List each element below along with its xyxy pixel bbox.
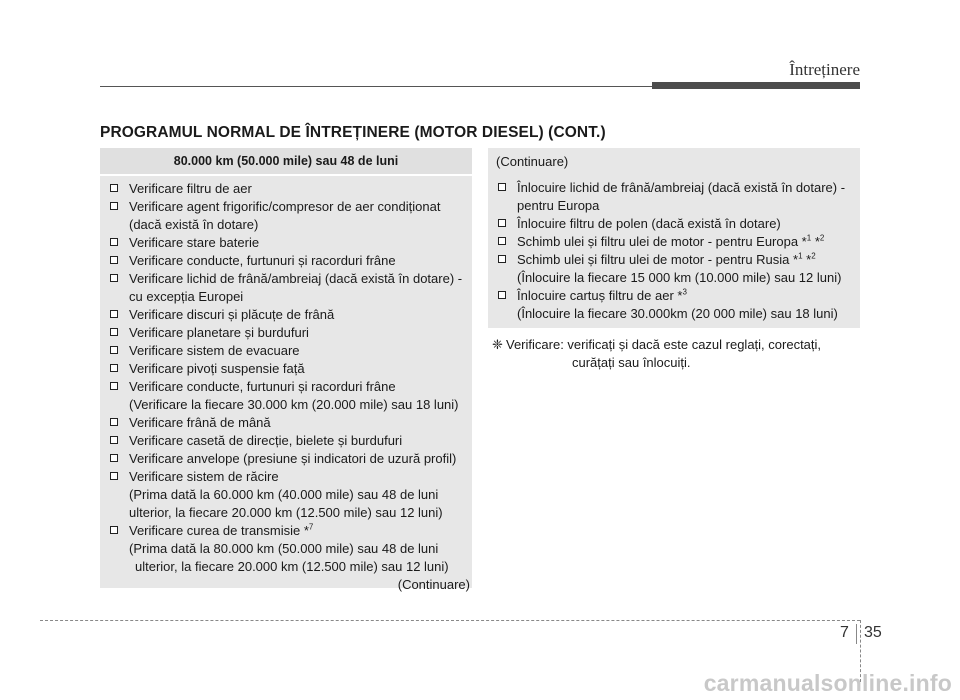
checkbox-icon xyxy=(498,237,506,245)
right-checklist xyxy=(488,171,860,323)
section-title: PROGRAMUL NORMAL DE ÎNTREȚINERE (MOTOR DIESEL) (CONT.) xyxy=(100,124,606,141)
page-number: 35 xyxy=(864,624,882,641)
checkbox-icon xyxy=(110,184,118,192)
list-item: Verificare stare baterie xyxy=(110,234,464,252)
note-symbol-icon: ❈ xyxy=(492,337,503,352)
chapter-number: 7 xyxy=(840,624,849,641)
list-item: Verificare discuri și plăcuțe de frână xyxy=(110,306,464,324)
checkbox-icon xyxy=(110,418,118,426)
list-item: Verificare frână de mână xyxy=(110,414,464,432)
checkbox-icon xyxy=(110,382,118,390)
list-item: Înlocuire lichid de frână/ambreiaj (dacă există în dotare) - pentru Europa xyxy=(498,179,852,215)
list-item: Înlocuire filtru de polen (dacă există în dotare) xyxy=(498,215,852,233)
list-item: Înlocuire cartuș filtru de aer *$^3$ (Înlocuire la fiecare 30.000km (20 000 mile) sau 18 luni) xyxy=(498,287,852,323)
note-text: Verificare: verificați și dacă este cazul reglați, corectați, xyxy=(506,337,822,352)
right-panel xyxy=(488,148,860,328)
list-item: Verificare sistem de răcire (Prima dată la 60.000 km (40.000 mile) sau 48 de luni ulterior, la fiecare 20.000 km (12.500 mile) sau 12 luni) xyxy=(110,468,464,522)
list-item: Verificare agent frigorific/compresor de aer condiționat (dacă există în dotare) xyxy=(110,198,464,234)
chapter-title: Întreținere xyxy=(789,60,860,79)
checkbox-icon xyxy=(498,291,506,299)
checkbox-icon xyxy=(110,526,118,534)
list-item: Schimb ulei și filtru ulei de motor - pentru Rusia *$^1$ *$^2$ (Înlocuire la fiecare 15 000 km (10.000 mile) sau 12 luni) xyxy=(498,251,852,287)
left-panel xyxy=(100,148,472,592)
continued-label: (Continuare) xyxy=(397,577,470,592)
checkbox-icon xyxy=(110,436,118,444)
list-item: Schimb ulei și filtru ulei de motor - pentru Europa *$^1$ *$^2$ xyxy=(498,233,852,251)
interval-heading: 80.000 km (50.000 mile) sau 48 de luni xyxy=(100,148,472,176)
checkbox-icon xyxy=(110,202,118,210)
list-item: Verificare filtru de aer xyxy=(110,180,464,198)
header-rule-bar xyxy=(652,82,860,89)
list-item: Verificare pivoți suspensie față xyxy=(110,360,464,378)
list-item: Verificare casetă de direcție, bielete și burdufuri xyxy=(110,432,464,450)
header-rule xyxy=(100,86,652,87)
list-item: Verificare conducte, furtunuri și racorduri frâne (Verificare la fiecare 30.000 km (20.000 mile) sau 18 luni) xyxy=(110,378,464,414)
checkbox-icon xyxy=(110,346,118,354)
checkbox-icon xyxy=(498,183,506,191)
list-item: Verificare planetare și burdufuri xyxy=(110,324,464,342)
checkbox-icon xyxy=(110,274,118,282)
footer-rule xyxy=(40,620,860,621)
list-item: Verificare conducte, furtunuri și racorduri frâne xyxy=(110,252,464,270)
page-separator xyxy=(856,624,857,644)
left-checklist xyxy=(100,176,472,576)
list-item: Verificare curea de transmisie *$^7$ (Prima dată la 80.000 km (50.000 mile) sau 48 de luni ulterior, la fiecare 20.000 km (12.500 mile) sau 12 luni) xyxy=(110,522,464,576)
checkbox-icon xyxy=(498,219,506,227)
continued-label: (Continuare) xyxy=(496,154,569,169)
checkbox-icon xyxy=(110,310,118,318)
checkbox-icon xyxy=(110,454,118,462)
list-item: Verificare anvelope (presiune și indicatori de uzură profil) xyxy=(110,450,464,468)
note-text-cont: curățați sau înlocuiți. xyxy=(572,355,691,370)
checkbox-icon xyxy=(110,328,118,336)
list-item: Verificare sistem de evacuare xyxy=(110,342,464,360)
checkbox-icon xyxy=(110,238,118,246)
checkbox-icon xyxy=(110,364,118,372)
list-item: Verificare lichid de frână/ambreiaj (dacă există în dotare) - cu excepția Europei xyxy=(110,270,464,306)
watermark: carmanualsonline.info xyxy=(703,670,952,696)
checkbox-icon xyxy=(110,256,118,264)
checkbox-icon xyxy=(110,472,118,480)
checkbox-icon xyxy=(498,255,506,263)
note xyxy=(492,336,860,372)
